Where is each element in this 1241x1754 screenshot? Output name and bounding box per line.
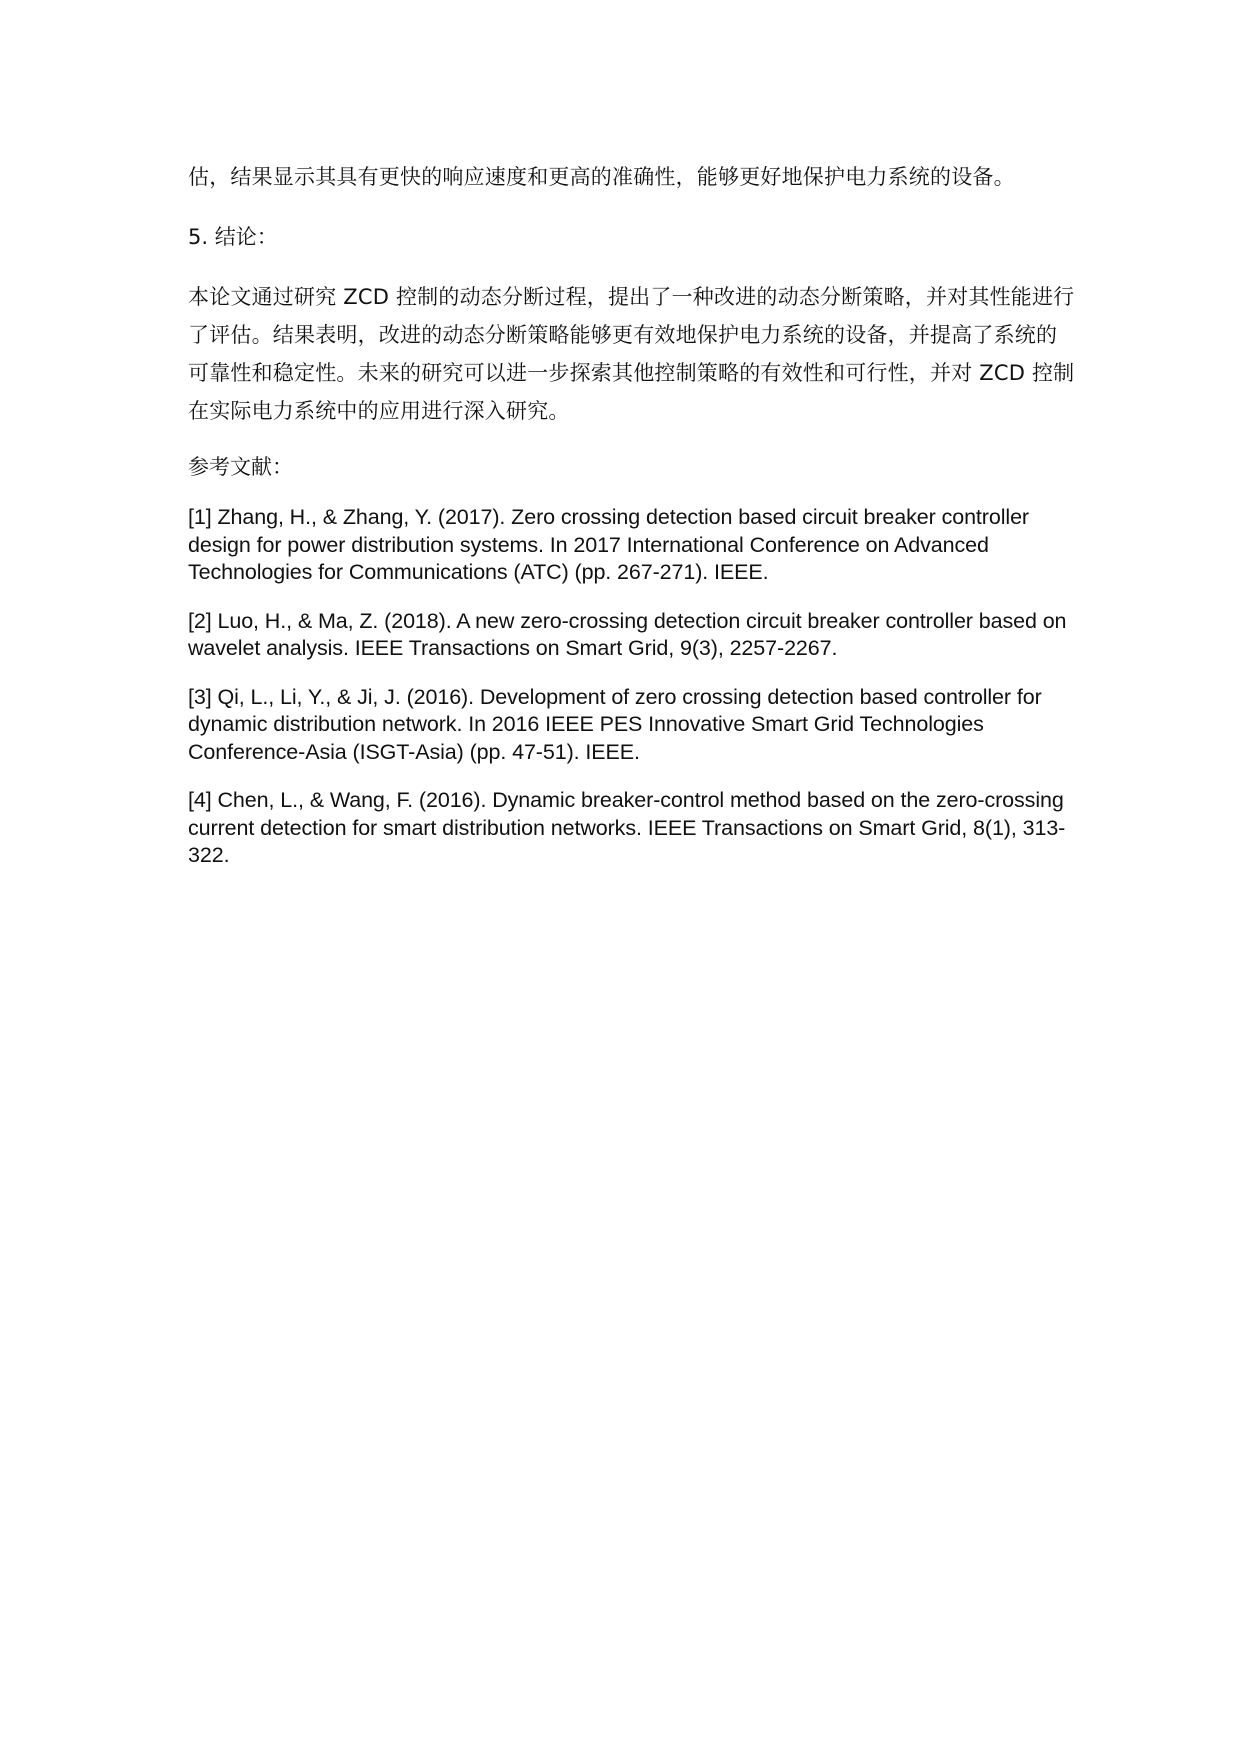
document-page	[188, 158, 1078, 891]
conclusion-heading: 5. 结论：	[188, 225, 278, 249]
reference-item: [2] Luo, H., & Ma, Z. (2018). A new zero-crossing detection circuit breaker controller based on wavelet analysis. IEEE Transactions on Smart Grid, 9(3), 2257-2267.	[188, 608, 1067, 660]
references-title: 参考文献：	[188, 455, 293, 479]
reference-item: [3] Qi, L., Li, Y., & Ji, J. (2016). Development of zero crossing detection based controller for dynamic distribution network. In 2016 IEEE PES Innovative Smart Grid Technologies Conference-Asia (ISGT-Asia) (pp. 47-51). IEEE.	[188, 684, 1042, 764]
reference-item: [4] Chen, L., & Wang, F. (2016). Dynamic breaker-control method based on the zero-crossing current detection for smart distribution networks. IEEE Transactions on Smart Grid, 8(1), 313-322.	[188, 788, 1066, 867]
conclusion-paragraph: 本论文通过研究 ZCD 控制的动态分断过程，提出了一种改进的动态分断策略，并对其性能进行了评估。结果表明，改进的动态分断策略能够更有效地保护电力系统的设备，并提高了系统的可靠性和稳定性。未来的研究可以进一步探索其他控制策略的有效性和可行性，并对 ZCD 控制在实际电力系统中的应用进行深入研究。	[188, 285, 1075, 423]
intro-paragraph: 估，结果显示其具有更快的响应速度和更高的准确性，能够更好地保护电力系统的设备。	[188, 165, 1015, 189]
reference-item: [1] Zhang, H., & Zhang, Y. (2017). Zero crossing detection based circuit breaker controller design for power distribution systems. In 2017 International Conference on Advanced Technologies for Communications (ATC) (pp. 267-271). IEEE.	[188, 505, 1029, 584]
reference-list	[188, 504, 1078, 870]
